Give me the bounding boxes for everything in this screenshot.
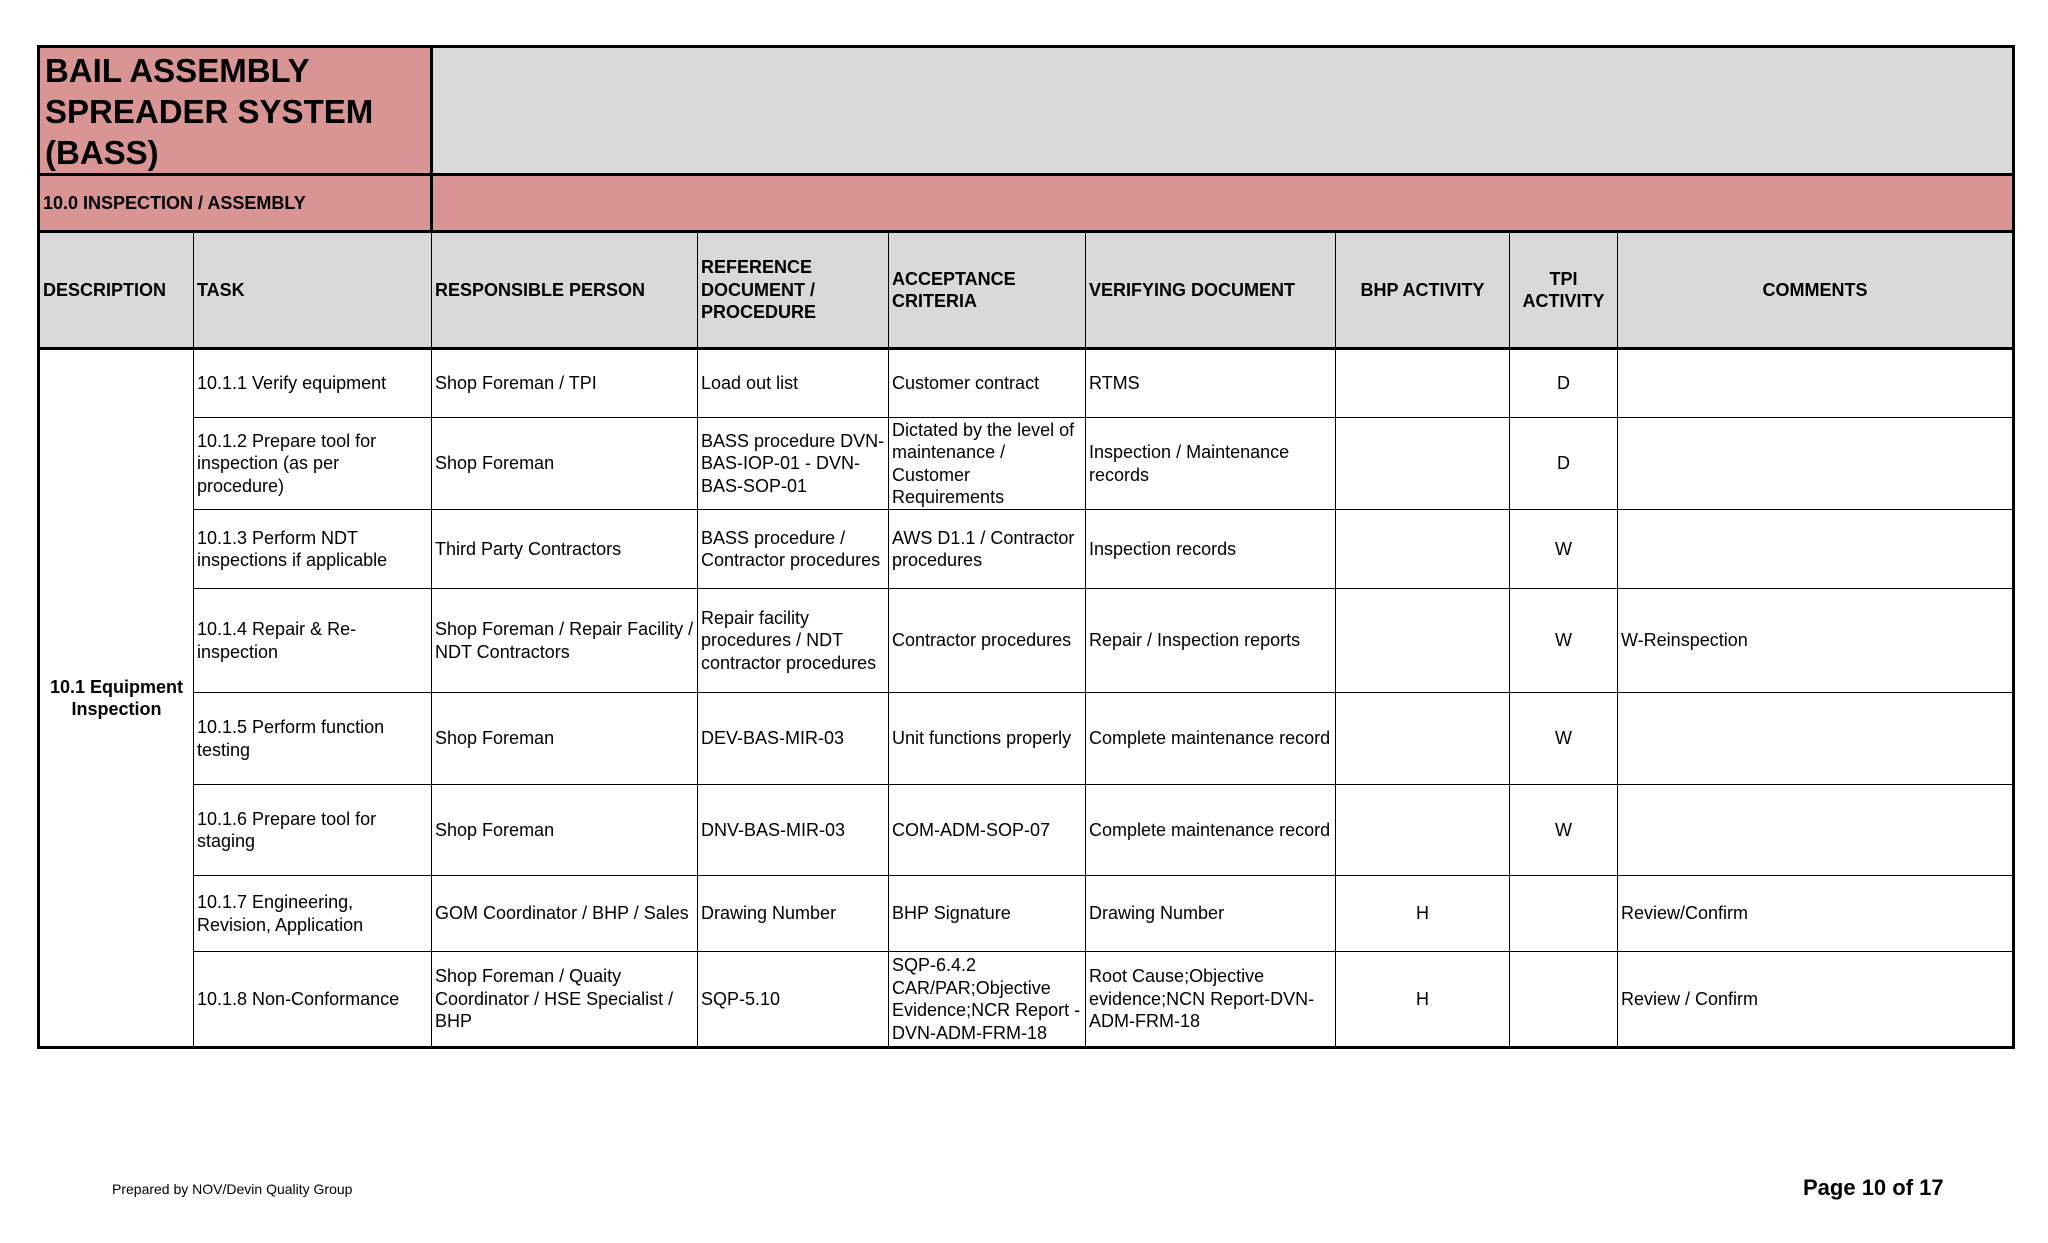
title-line: SPREADER SYSTEM (45, 93, 374, 130)
reference-cell: Repair facility procedures / NDT contractor procedures (698, 589, 889, 693)
reference-cell: BASS procedure / Contractor procedures (698, 510, 889, 589)
acceptance-cell: Contractor procedures (889, 589, 1086, 693)
responsible-cell: GOM Coordinator / BHP / Sales (432, 876, 698, 952)
section-blank-area (432, 175, 2014, 232)
bhp-cell (1336, 785, 1510, 876)
header-verifying: VERIFYING DOCUMENT (1086, 232, 1336, 349)
header-tpi: TPI ACTIVITY (1510, 232, 1618, 349)
verifying-cell: RTMS (1086, 349, 1336, 418)
tpi-cell: W (1510, 510, 1618, 589)
header-acceptance: ACCEPTANCE CRITERIA (889, 232, 1086, 349)
verifying-cell: Root Cause;Objective evidence;NCN Report-DVN-ADM-FRM-18 (1086, 952, 1336, 1048)
comments-cell: W-Reinspection (1618, 589, 2014, 693)
verifying-cell: Complete maintenance record (1086, 785, 1336, 876)
acceptance-cell: BHP Signature (889, 876, 1086, 952)
reference-cell: SQP-5.10 (698, 952, 889, 1048)
header-comments: COMMENTS (1618, 232, 2014, 349)
inspection-plan-table (37, 45, 2015, 1049)
bhp-cell: H (1336, 952, 1510, 1048)
task-cell: 10.1.8 Non-Conformance (194, 952, 432, 1048)
acceptance-cell: COM-ADM-SOP-07 (889, 785, 1086, 876)
comments-cell: Review / Confirm (1618, 952, 2014, 1048)
acceptance-cell: SQP-6.4.2 CAR/PAR;Objective Evidence;NCR Report - DVN-ADM-FRM-18 (889, 952, 1086, 1048)
responsible-cell: Shop Foreman (432, 418, 698, 510)
acceptance-cell: Unit functions properly (889, 693, 1086, 785)
verifying-cell: Inspection records (1086, 510, 1336, 589)
table-row (39, 952, 2014, 1048)
table-row (39, 785, 2014, 876)
tpi-cell (1510, 952, 1618, 1048)
reference-cell: DNV-BAS-MIR-03 (698, 785, 889, 876)
responsible-cell: Shop Foreman (432, 693, 698, 785)
task-cell: 10.1.1 Verify equipment (194, 349, 432, 418)
header-task: TASK (194, 232, 432, 349)
tpi-cell (1510, 876, 1618, 952)
task-cell: 10.1.5 Perform function testing (194, 693, 432, 785)
table-row (39, 418, 2014, 510)
reference-cell: Load out list (698, 349, 889, 418)
bhp-cell (1336, 589, 1510, 693)
bhp-cell: H (1336, 876, 1510, 952)
bhp-cell (1336, 693, 1510, 785)
title-line: BAIL ASSEMBLY (45, 52, 310, 89)
reference-cell: Drawing Number (698, 876, 889, 952)
comments-cell (1618, 785, 2014, 876)
table-row (39, 349, 2014, 418)
header-description: DESCRIPTION (39, 232, 194, 349)
tpi-cell: W (1510, 785, 1618, 876)
verifying-cell: Inspection / Maintenance records (1086, 418, 1336, 510)
document-title (39, 47, 432, 175)
table-row (39, 589, 2014, 693)
task-cell: 10.1.2 Prepare tool for inspection (as per procedure) (194, 418, 432, 510)
verifying-cell: Drawing Number (1086, 876, 1336, 952)
responsible-cell: Third Party Contractors (432, 510, 698, 589)
title-blank-area (432, 47, 2014, 175)
comments-cell (1618, 418, 2014, 510)
section-title: 10.0 INSPECTION / ASSEMBLY (39, 175, 432, 232)
bhp-cell (1336, 349, 1510, 418)
responsible-cell: Shop Foreman / Quaity Coordinator / HSE Specialist / BHP (432, 952, 698, 1048)
header-responsible: RESPONSIBLE PERSON (432, 232, 698, 349)
title-row (39, 47, 2014, 175)
page-number: Page 10 of 17 (1803, 1175, 1944, 1200)
task-cell: 10.1.3 Perform NDT inspections if applicable (194, 510, 432, 589)
title-line: (BASS) (45, 134, 159, 171)
responsible-cell: Shop Foreman (432, 785, 698, 876)
tpi-cell: D (1510, 349, 1618, 418)
responsible-cell: Shop Foreman / Repair Facility / NDT Contractors (432, 589, 698, 693)
comments-cell (1618, 693, 2014, 785)
bhp-cell (1336, 510, 1510, 589)
bhp-cell (1336, 418, 1510, 510)
table-row (39, 876, 2014, 952)
group-description: 10.1 Equipment Inspection (39, 349, 194, 1048)
reference-cell: BASS procedure DVN-BAS-IOP-01 - DVN-BAS-SOP-01 (698, 418, 889, 510)
comments-cell (1618, 349, 2014, 418)
tpi-cell: W (1510, 693, 1618, 785)
tpi-cell: D (1510, 418, 1618, 510)
acceptance-cell: AWS D1.1 / Contractor procedures (889, 510, 1086, 589)
task-cell: 10.1.6 Prepare tool for staging (194, 785, 432, 876)
section-row (39, 175, 2014, 232)
reference-cell: DEV-BAS-MIR-03 (698, 693, 889, 785)
acceptance-cell: Customer contract (889, 349, 1086, 418)
verifying-cell: Repair / Inspection reports (1086, 589, 1336, 693)
comments-cell (1618, 510, 2014, 589)
tpi-cell: W (1510, 589, 1618, 693)
verifying-cell: Complete maintenance record (1086, 693, 1336, 785)
header-bhp: BHP ACTIVITY (1336, 232, 1510, 349)
header-row (39, 232, 2014, 349)
acceptance-cell: Dictated by the level of maintenance / Customer Requirements (889, 418, 1086, 510)
responsible-cell: Shop Foreman / TPI (432, 349, 698, 418)
comments-cell: Review/Confirm (1618, 876, 2014, 952)
task-cell: 10.1.4 Repair & Re-inspection (194, 589, 432, 693)
table-row (39, 693, 2014, 785)
table-row (39, 510, 2014, 589)
task-cell: 10.1.7 Engineering, Revision, Application (194, 876, 432, 952)
header-reference: REFERENCE DOCUMENT / PROCEDURE (698, 232, 889, 349)
prepared-by-footer: Prepared by NOV/Devin Quality Group (112, 1181, 353, 1197)
